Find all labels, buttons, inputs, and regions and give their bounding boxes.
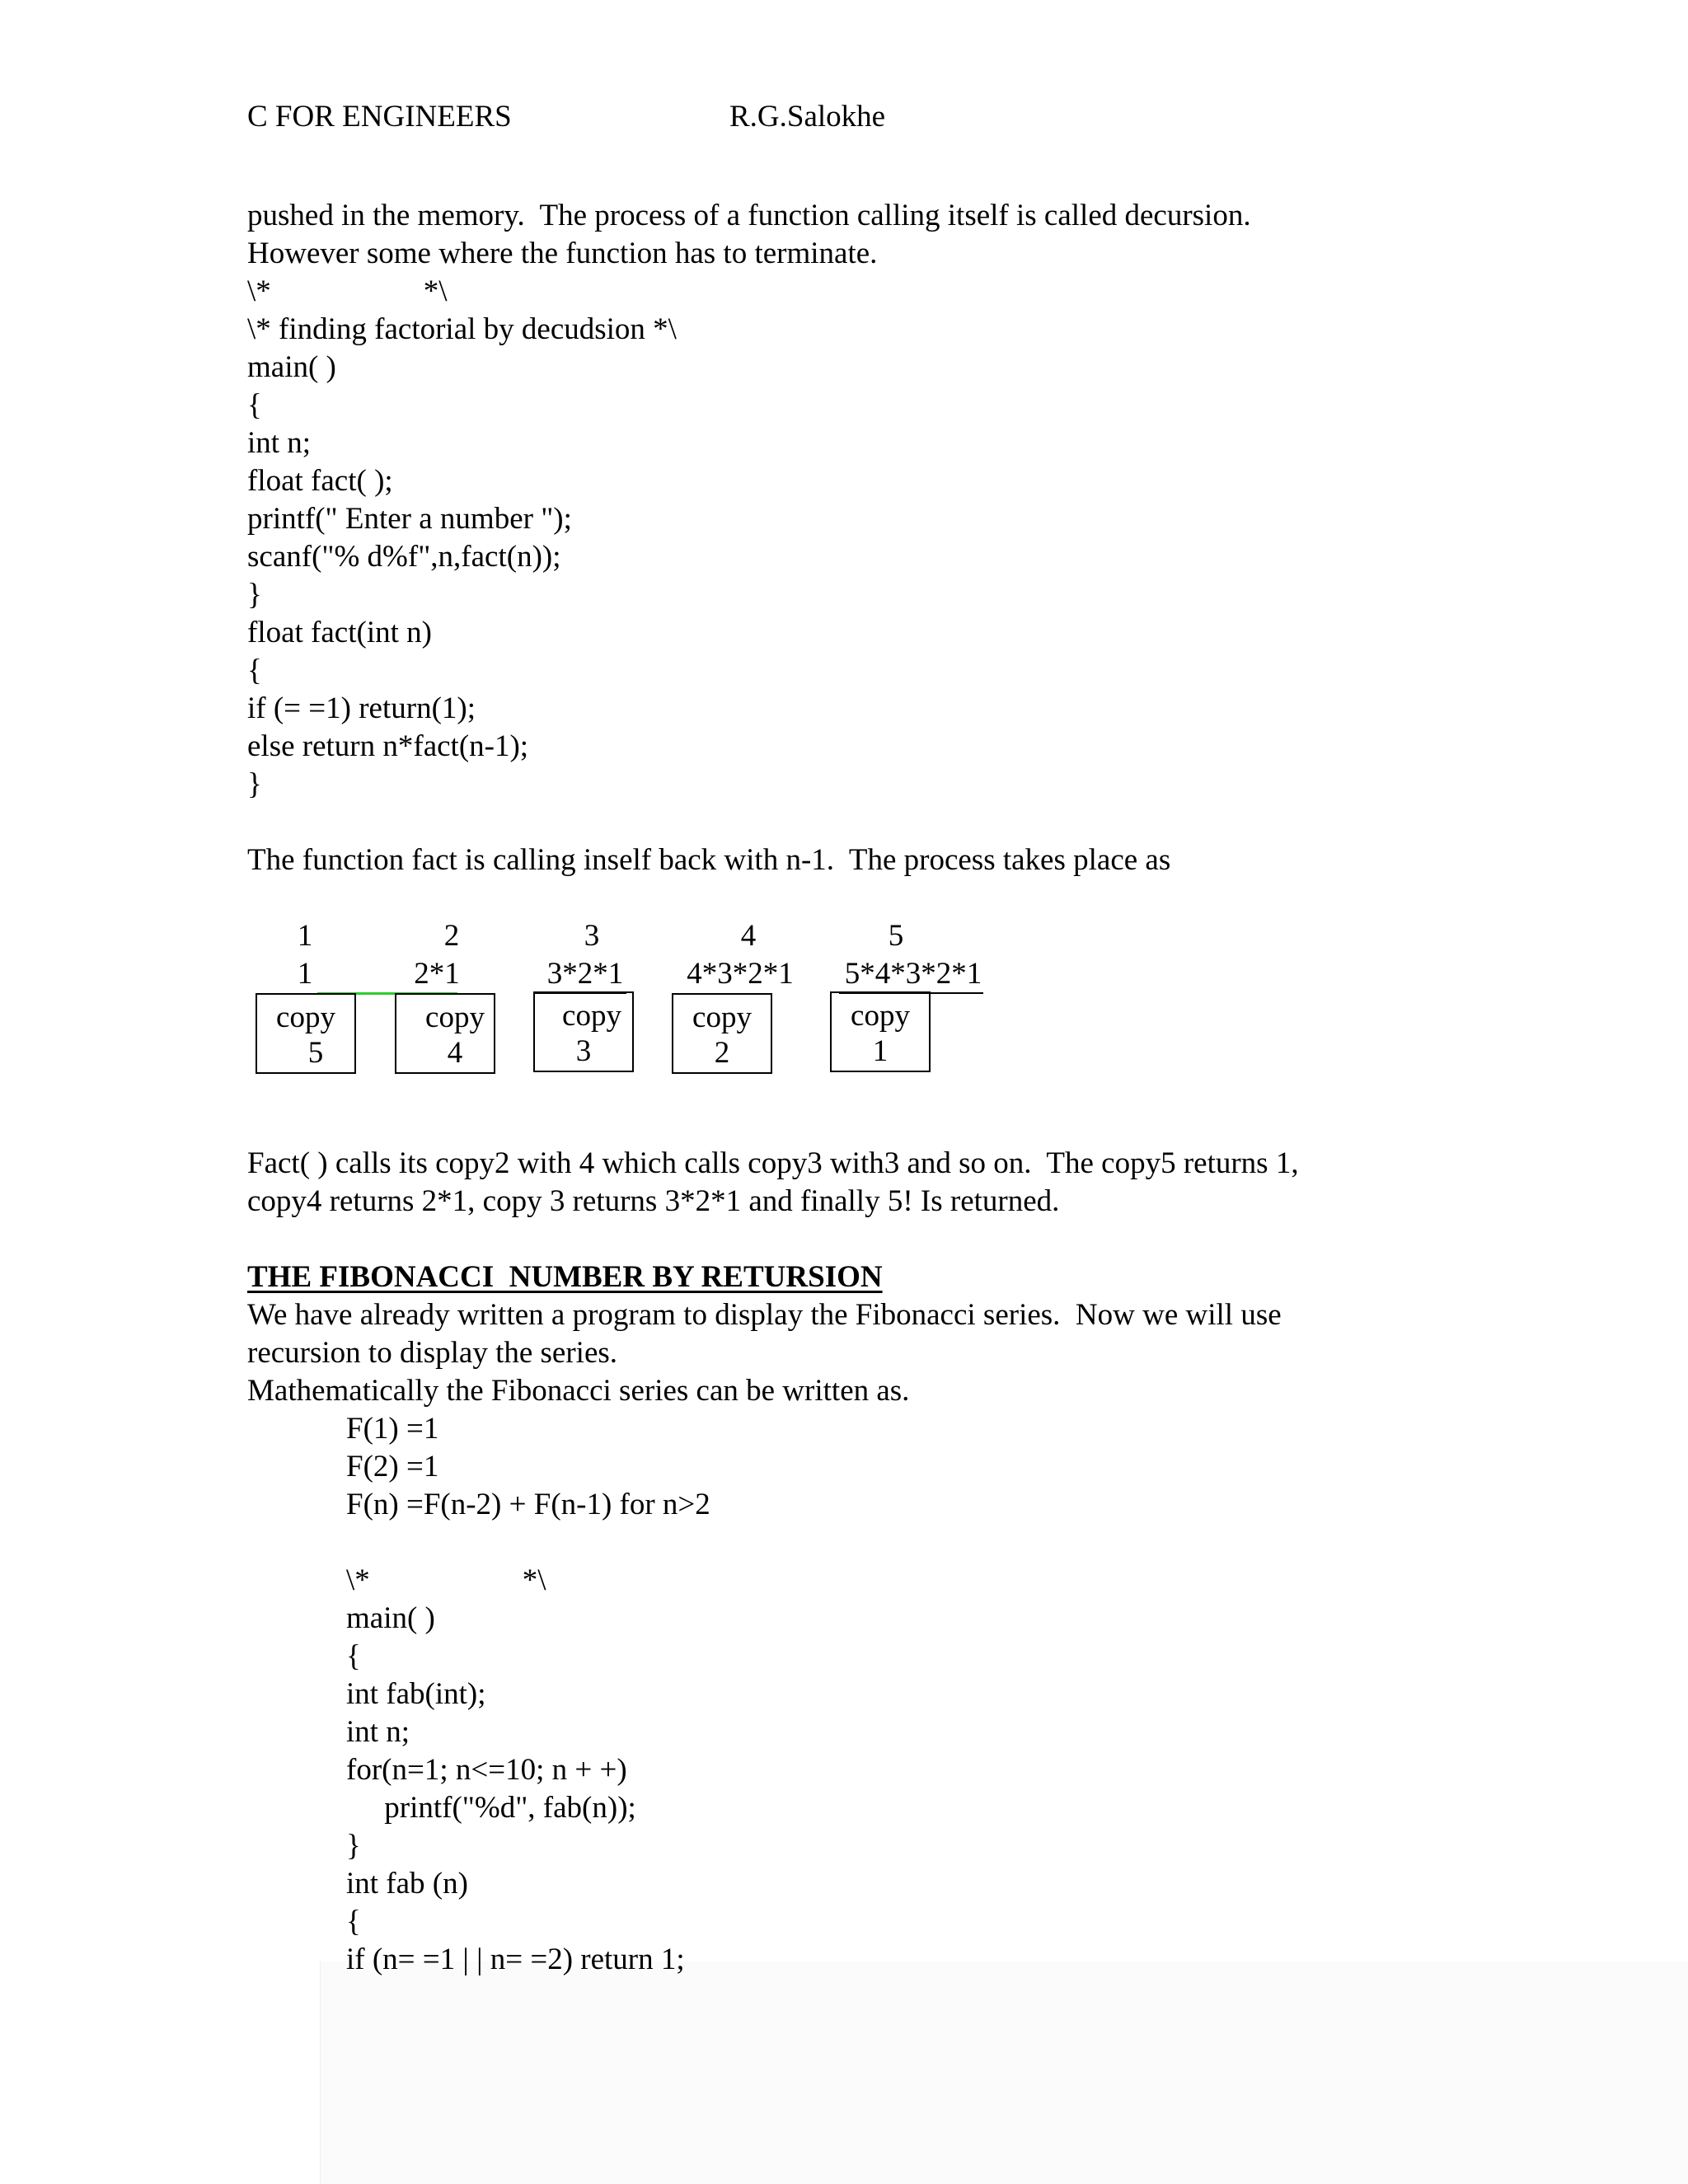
formula-line: F(1) =1 [346, 1412, 439, 1446]
copy-box-number: 3 [575, 1034, 592, 1068]
code-line: printf("%d", fab(n)); [346, 1791, 636, 1825]
code-line: { [346, 1905, 361, 1938]
copy-box [533, 991, 634, 1072]
code-line: } [247, 578, 262, 612]
header-author: R.G.Salokhe [729, 100, 886, 134]
fibonacci-para-line: Mathematically the Fibonacci series can be written as. [247, 1374, 910, 1408]
step-label: 1 [297, 919, 313, 953]
step-value: 2*1 [414, 957, 460, 991]
header-title: C FOR ENGINEERS [247, 100, 512, 134]
step-value: 5*4*3*2*1 [844, 957, 982, 991]
code-line: \* *\ [247, 274, 448, 308]
code-line: float fact( ); [247, 464, 393, 498]
bottom-page-shade [320, 1961, 1688, 2184]
copy-box [395, 993, 495, 1074]
copy-box-number: 4 [447, 1036, 463, 1070]
code-line: main( ) [247, 350, 336, 384]
step-label: 5 [888, 919, 904, 953]
code-line: \* finding factorial by decudsion *\ [247, 312, 677, 346]
copy-box-number: 5 [307, 1036, 324, 1070]
code-line: \* *\ [346, 1563, 546, 1597]
formula-line: F(2) =1 [346, 1450, 439, 1483]
step-label: 4 [740, 919, 757, 953]
code-line: main( ) [346, 1601, 435, 1635]
copy-box-word: copy [692, 1001, 752, 1034]
step-value: 4*3*2*1 [687, 957, 794, 991]
fibonacci-para-line: recursion to display the series. [247, 1336, 618, 1370]
explanation-line-2: copy4 returns 2*1, copy 3 returns 3*2*1 and finally 5! Is returned. [247, 1184, 1060, 1218]
process-sentence: The function fact is calling inself back with n-1. The process takes place as [247, 843, 1171, 877]
code-line: } [346, 1829, 361, 1863]
code-line: else return n*fact(n-1); [247, 729, 529, 763]
fibonacci-para-line: We have already written a program to display the Fibonacci series. Now we will use [247, 1298, 1282, 1332]
section-heading: THE FIBONACCI NUMBER BY RETURSION [247, 1260, 883, 1294]
step-label: 2 [443, 919, 460, 953]
code-line: for(n=1; n<=10; n + +) [346, 1753, 627, 1787]
step-value: 1 [297, 957, 313, 991]
explanation-line-1: Fact( ) calls its copy2 with 4 which calls copy3 with3 and so on. The copy5 returns 1, [247, 1146, 1299, 1180]
code-line: if (n= =1 | | n= =2) return 1; [346, 1943, 685, 1976]
step-value: 3*2*1 [546, 957, 624, 991]
code-line: { [247, 388, 262, 422]
copy-box-word: copy [562, 999, 621, 1033]
copy-box-word: copy [276, 1001, 335, 1034]
copy-box [256, 993, 356, 1074]
margin-rule [320, 1961, 321, 2184]
copy-box-number: 2 [714, 1036, 730, 1070]
copy-box [830, 991, 931, 1072]
intro-line-2: However some where the function has to terminate. [247, 237, 878, 270]
copy-box-word: copy [425, 1001, 485, 1034]
code-line: } [247, 767, 262, 801]
code-line: int fab (n) [346, 1867, 468, 1900]
code-line: { [346, 1639, 361, 1673]
copy-box-word: copy [851, 999, 910, 1033]
code-line: if (= =1) return(1); [247, 691, 476, 725]
code-line: float fact(int n) [247, 616, 432, 649]
step-label: 3 [584, 919, 600, 953]
code-line: int fab(int); [346, 1677, 486, 1711]
code-line: int n; [247, 426, 312, 460]
intro-line-1: pushed in the memory. The process of a function calling itself is called decursion. [247, 199, 1251, 232]
code-line: printf(" Enter a number "); [247, 502, 572, 536]
code-line: { [247, 654, 262, 687]
copy-box [672, 993, 772, 1074]
copy-box-number: 1 [872, 1034, 889, 1068]
formula-line: F(n) =F(n-2) + F(n-1) for n>2 [346, 1488, 710, 1521]
code-line: int n; [346, 1715, 410, 1749]
code-line: scanf("% d%f",n,fact(n)); [247, 540, 561, 574]
